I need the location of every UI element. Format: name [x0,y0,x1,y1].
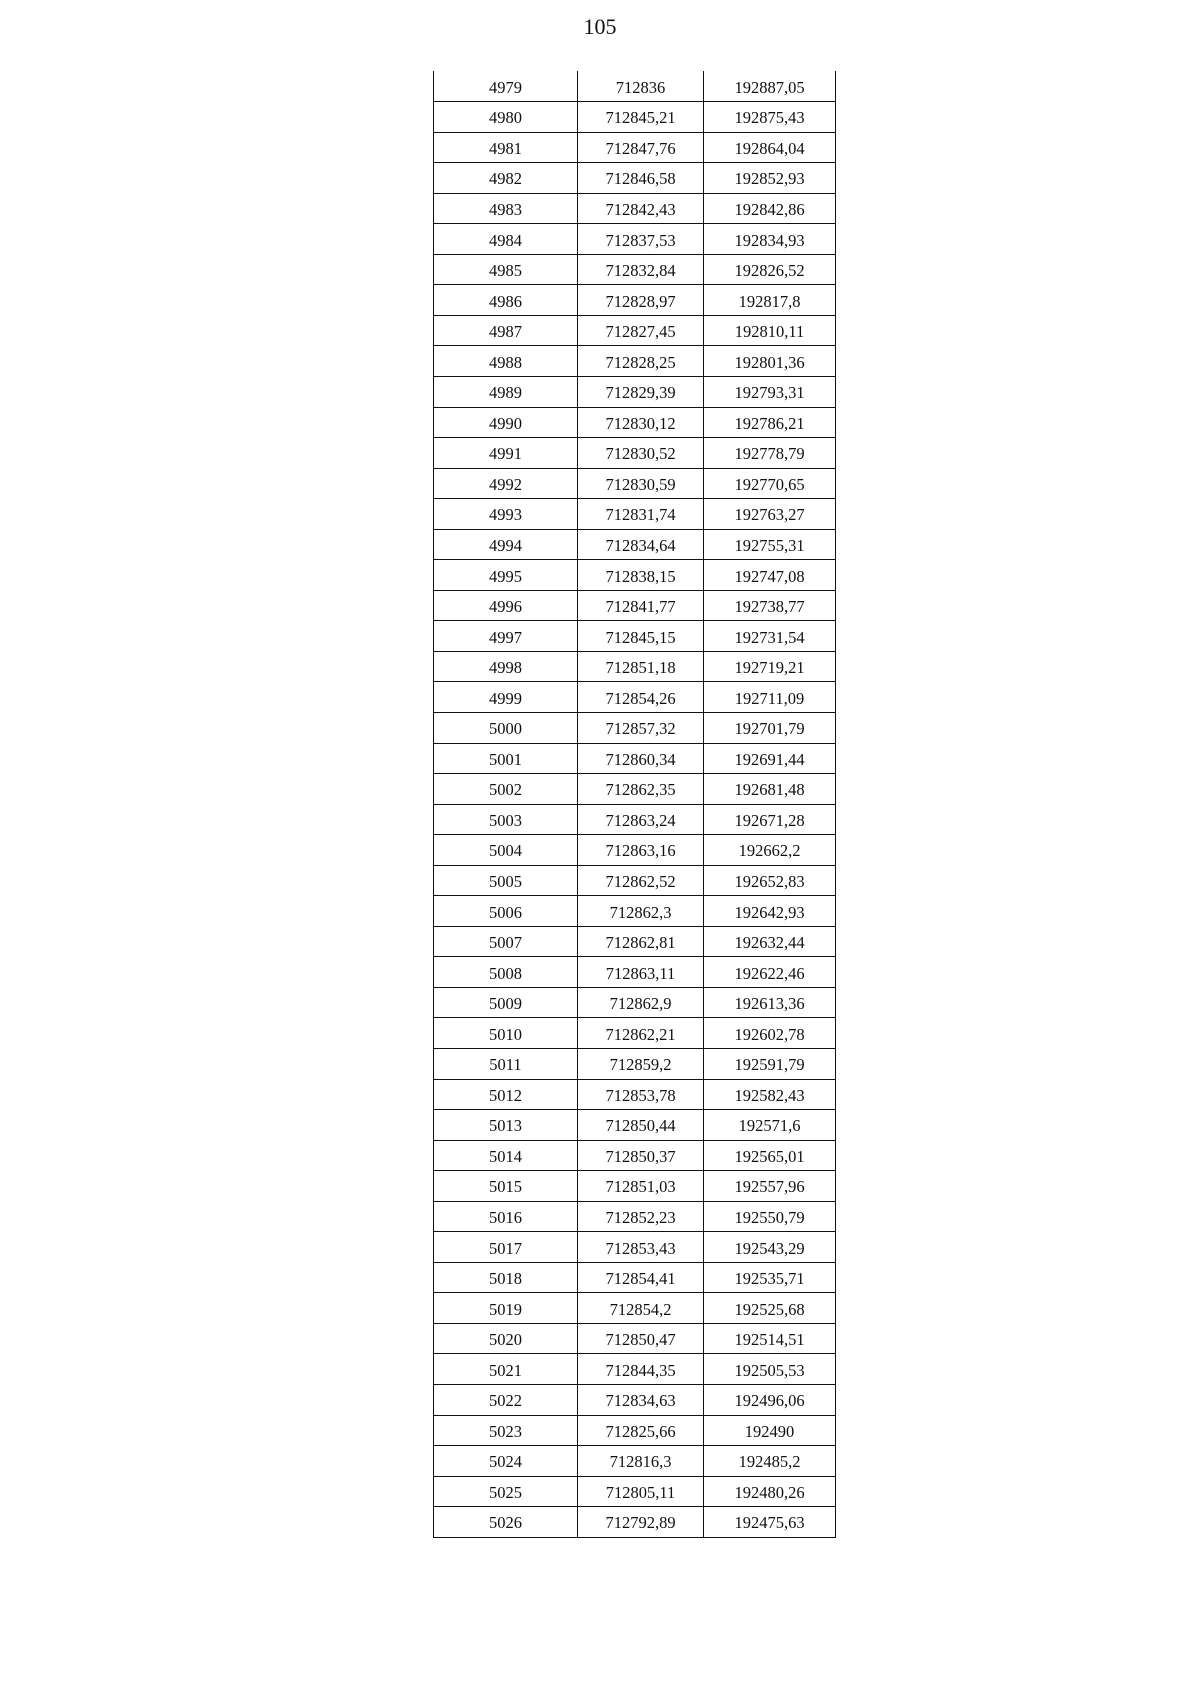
point-number-cell: 5020 [434,1323,578,1354]
table-row [434,1018,836,1049]
y-coordinate-cell: 192801,36 [704,346,836,377]
x-coordinate-cell: 712862,3 [578,896,704,927]
table-row [434,132,836,163]
table-row [434,835,836,866]
x-coordinate-cell: 712842,43 [578,193,704,224]
y-coordinate-cell: 192875,43 [704,102,836,133]
y-coordinate-cell: 192632,44 [704,926,836,957]
table-row [434,896,836,927]
point-number-cell: 5006 [434,896,578,927]
point-number-cell: 5003 [434,804,578,835]
y-coordinate-cell: 192550,79 [704,1201,836,1232]
point-number-cell: 4995 [434,560,578,591]
point-number-cell: 4986 [434,285,578,316]
x-coordinate-cell: 712850,44 [578,1110,704,1141]
table-row [434,193,836,224]
x-coordinate-cell: 712853,78 [578,1079,704,1110]
table-row [434,712,836,743]
y-coordinate-cell: 192475,63 [704,1507,836,1538]
y-coordinate-cell: 192842,86 [704,193,836,224]
table-row [434,1079,836,1110]
table-row [434,1446,836,1477]
x-coordinate-cell: 712863,24 [578,804,704,835]
table-row [434,1171,836,1202]
x-coordinate-cell: 712850,37 [578,1140,704,1171]
y-coordinate-cell: 192738,77 [704,590,836,621]
y-coordinate-cell: 192514,51 [704,1323,836,1354]
x-coordinate-cell: 712831,74 [578,499,704,530]
x-coordinate-cell: 712792,89 [578,1507,704,1538]
point-number-cell: 5025 [434,1476,578,1507]
table-row [434,407,836,438]
x-coordinate-cell: 712836 [578,71,704,102]
x-coordinate-cell: 712828,25 [578,346,704,377]
table-row [434,621,836,652]
table-row [434,1110,836,1141]
x-coordinate-cell: 712816,3 [578,1446,704,1477]
x-coordinate-cell: 712860,34 [578,743,704,774]
x-coordinate-cell: 712862,35 [578,774,704,805]
table-row [434,71,836,102]
x-coordinate-cell: 712844,35 [578,1354,704,1385]
y-coordinate-cell: 192496,06 [704,1385,836,1416]
table-row [434,254,836,285]
y-coordinate-cell: 192571,6 [704,1110,836,1141]
x-coordinate-cell: 712838,15 [578,560,704,591]
x-coordinate-cell: 712854,2 [578,1293,704,1324]
table-row [434,1507,836,1538]
x-coordinate-cell: 712845,15 [578,621,704,652]
point-number-cell: 5018 [434,1262,578,1293]
table-row [434,651,836,682]
table-row [434,1201,836,1232]
y-coordinate-cell: 192557,96 [704,1171,836,1202]
x-coordinate-cell: 712805,11 [578,1476,704,1507]
table-row [434,1232,836,1263]
x-coordinate-cell: 712828,97 [578,285,704,316]
coordinates-table-body [434,71,836,1537]
point-number-cell: 5015 [434,1171,578,1202]
point-number-cell: 4998 [434,651,578,682]
table-row [434,1476,836,1507]
table-row [434,1385,836,1416]
x-coordinate-cell: 712830,12 [578,407,704,438]
x-coordinate-cell: 712854,41 [578,1262,704,1293]
table-row [434,315,836,346]
x-coordinate-cell: 712863,16 [578,835,704,866]
point-number-cell: 5014 [434,1140,578,1171]
point-number-cell: 4994 [434,529,578,560]
x-coordinate-cell: 712830,59 [578,468,704,499]
y-coordinate-cell: 192602,78 [704,1018,836,1049]
coordinates-table [433,71,836,1538]
y-coordinate-cell: 192810,11 [704,315,836,346]
y-coordinate-cell: 192652,83 [704,865,836,896]
table-row [434,804,836,835]
point-number-cell: 5019 [434,1293,578,1324]
y-coordinate-cell: 192671,28 [704,804,836,835]
table-row [434,957,836,988]
table-row [434,376,836,407]
y-coordinate-cell: 192793,31 [704,376,836,407]
y-coordinate-cell: 192691,44 [704,743,836,774]
y-coordinate-cell: 192786,21 [704,407,836,438]
table-row [434,682,836,713]
point-number-cell: 5026 [434,1507,578,1538]
y-coordinate-cell: 192490 [704,1415,836,1446]
table-row [434,743,836,774]
page-number: 105 [583,14,617,39]
point-number-cell: 5009 [434,987,578,1018]
table-row [434,224,836,255]
y-coordinate-cell: 192543,29 [704,1232,836,1263]
y-coordinate-cell: 192662,2 [704,835,836,866]
y-coordinate-cell: 192591,79 [704,1049,836,1080]
point-number-cell: 5007 [434,926,578,957]
y-coordinate-cell: 192485,2 [704,1446,836,1477]
y-coordinate-cell: 192480,26 [704,1476,836,1507]
point-number-cell: 5022 [434,1385,578,1416]
x-coordinate-cell: 712832,84 [578,254,704,285]
table-row [434,987,836,1018]
point-number-cell: 5010 [434,1018,578,1049]
point-number-cell: 4990 [434,407,578,438]
y-coordinate-cell: 192852,93 [704,163,836,194]
table-row [434,529,836,560]
point-number-cell: 4999 [434,682,578,713]
table-row [434,926,836,957]
y-coordinate-cell: 192826,52 [704,254,836,285]
point-number-cell: 4979 [434,71,578,102]
y-coordinate-cell: 192755,31 [704,529,836,560]
x-coordinate-cell: 712847,76 [578,132,704,163]
y-coordinate-cell: 192719,21 [704,651,836,682]
x-coordinate-cell: 712862,81 [578,926,704,957]
point-number-cell: 5017 [434,1232,578,1263]
point-number-cell: 5008 [434,957,578,988]
point-number-cell: 5005 [434,865,578,896]
point-number-cell: 4991 [434,438,578,469]
point-number-cell: 5016 [434,1201,578,1232]
y-coordinate-cell: 192747,08 [704,560,836,591]
point-number-cell: 5011 [434,1049,578,1080]
y-coordinate-cell: 192864,04 [704,132,836,163]
table-row [434,1354,836,1385]
point-number-cell: 4982 [434,163,578,194]
x-coordinate-cell: 712846,58 [578,163,704,194]
y-coordinate-cell: 192535,71 [704,1262,836,1293]
point-number-cell: 4988 [434,346,578,377]
y-coordinate-cell: 192525,68 [704,1293,836,1324]
point-number-cell: 4980 [434,102,578,133]
y-coordinate-cell: 192887,05 [704,71,836,102]
y-coordinate-cell: 192817,8 [704,285,836,316]
point-number-cell: 5023 [434,1415,578,1446]
y-coordinate-cell: 192731,54 [704,621,836,652]
point-number-cell: 5013 [434,1110,578,1141]
point-number-cell: 5002 [434,774,578,805]
point-number-cell: 4996 [434,590,578,621]
y-coordinate-cell: 192778,79 [704,438,836,469]
x-coordinate-cell: 712863,11 [578,957,704,988]
y-coordinate-cell: 192681,48 [704,774,836,805]
table-row [434,499,836,530]
y-coordinate-cell: 192770,65 [704,468,836,499]
table-row [434,285,836,316]
x-coordinate-cell: 712829,39 [578,376,704,407]
y-coordinate-cell: 192701,79 [704,712,836,743]
point-number-cell: 5021 [434,1354,578,1385]
x-coordinate-cell: 712852,23 [578,1201,704,1232]
point-number-cell: 5000 [434,712,578,743]
table-row [434,1415,836,1446]
x-coordinate-cell: 712862,52 [578,865,704,896]
table-row [434,163,836,194]
y-coordinate-cell: 192642,93 [704,896,836,927]
table-row [434,590,836,621]
point-number-cell: 5024 [434,1446,578,1477]
y-coordinate-cell: 192622,46 [704,957,836,988]
point-number-cell: 5004 [434,835,578,866]
x-coordinate-cell: 712837,53 [578,224,704,255]
x-coordinate-cell: 712845,21 [578,102,704,133]
y-coordinate-cell: 192834,93 [704,224,836,255]
x-coordinate-cell: 712853,43 [578,1232,704,1263]
table-row [434,774,836,805]
table-row [434,468,836,499]
table-row [434,346,836,377]
x-coordinate-cell: 712862,9 [578,987,704,1018]
point-number-cell: 4987 [434,315,578,346]
point-number-cell: 4989 [434,376,578,407]
point-number-cell: 4993 [434,499,578,530]
y-coordinate-cell: 192613,36 [704,987,836,1018]
x-coordinate-cell: 712841,77 [578,590,704,621]
table-row [434,438,836,469]
y-coordinate-cell: 192763,27 [704,499,836,530]
x-coordinate-cell: 712854,26 [578,682,704,713]
y-coordinate-cell: 192711,09 [704,682,836,713]
x-coordinate-cell: 712834,63 [578,1385,704,1416]
table-row [434,1293,836,1324]
table-row [434,1323,836,1354]
point-number-cell: 4992 [434,468,578,499]
point-number-cell: 5012 [434,1079,578,1110]
x-coordinate-cell: 712827,45 [578,315,704,346]
y-coordinate-cell: 192582,43 [704,1079,836,1110]
table-row [434,102,836,133]
point-number-cell: 4981 [434,132,578,163]
table-row [434,560,836,591]
x-coordinate-cell: 712830,52 [578,438,704,469]
table-row [434,1262,836,1293]
x-coordinate-cell: 712859,2 [578,1049,704,1080]
x-coordinate-cell: 712825,66 [578,1415,704,1446]
y-coordinate-cell: 192565,01 [704,1140,836,1171]
point-number-cell: 5001 [434,743,578,774]
point-number-cell: 4997 [434,621,578,652]
x-coordinate-cell: 712851,03 [578,1171,704,1202]
table-row [434,1140,836,1171]
x-coordinate-cell: 712857,32 [578,712,704,743]
x-coordinate-cell: 712834,64 [578,529,704,560]
point-number-cell: 4984 [434,224,578,255]
x-coordinate-cell: 712851,18 [578,651,704,682]
y-coordinate-cell: 192505,53 [704,1354,836,1385]
point-number-cell: 4983 [434,193,578,224]
table-row [434,865,836,896]
point-number-cell: 4985 [434,254,578,285]
table-row [434,1049,836,1080]
x-coordinate-cell: 712862,21 [578,1018,704,1049]
x-coordinate-cell: 712850,47 [578,1323,704,1354]
